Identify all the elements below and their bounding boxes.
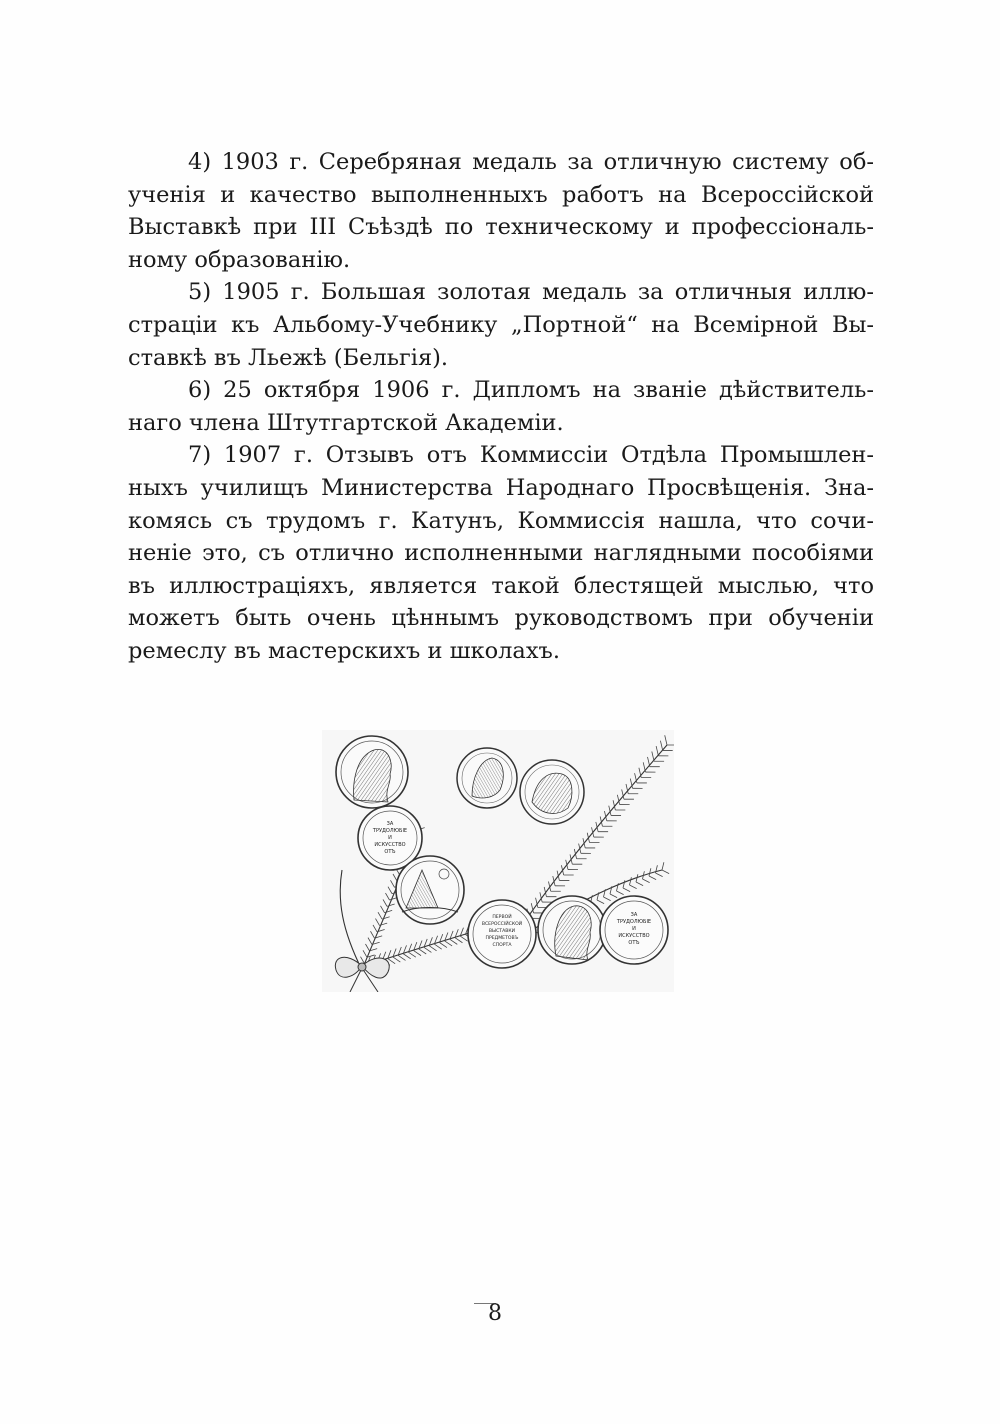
svg-text:ЗА: ЗА xyxy=(630,912,638,918)
text-line: можетъ быть очень цѣннымъ руководствомъ при обученіи xyxy=(128,605,874,632)
svg-text:СПОРТА: СПОРТА xyxy=(492,943,512,948)
svg-text:ВЫСТАВКИ: ВЫСТАВКИ xyxy=(488,929,516,934)
text-line: 7) 1907 г. Отзывъ отъ Коммиссіи Отдѣла Промышлен- xyxy=(188,442,874,469)
body-text xyxy=(128,146,874,668)
svg-text:ИСКУССТВО: ИСКУССТВО xyxy=(618,933,650,939)
medal-inscription-right xyxy=(600,896,668,964)
medal-portrait-top-left xyxy=(336,736,408,808)
text-line: ученія и качество выполненныхъ работъ на Всероссійской xyxy=(128,181,874,208)
svg-text:ОТЪ: ОТЪ xyxy=(384,849,396,855)
text-line: 6) 25 октября 1906 г. Дипломъ на званіе дѣйствитель- xyxy=(188,377,874,404)
medal-figure-top-center xyxy=(457,748,517,808)
svg-text:И: И xyxy=(388,835,392,841)
medal-allegory-top-right xyxy=(520,760,584,824)
text-line: ныхъ училищъ Министерства Народнаго Просвѣщенія. Зна- xyxy=(128,474,874,501)
svg-text:ТРУДОЛЮБІЕ: ТРУДОЛЮБІЕ xyxy=(616,919,652,925)
medals-illustration xyxy=(322,730,674,992)
paragraph-item-7 xyxy=(128,439,874,667)
medal-landscape-center xyxy=(396,856,464,924)
text-line: комясь съ трудомъ г. Катунъ, Коммиссія нашла, что сочи- xyxy=(128,507,874,534)
text-line: ставкѣ въ Льежѣ (Бельгія). xyxy=(128,344,449,371)
svg-text:ЗА: ЗА xyxy=(386,821,394,827)
svg-text:ПЕРВОЙ: ПЕРВОЙ xyxy=(492,915,512,920)
text-line: ремеслу въ мастерскихъ и школахъ. xyxy=(128,637,560,664)
paragraph-item-5 xyxy=(128,276,874,374)
svg-text:И: И xyxy=(632,926,636,932)
text-line: Выставкѣ при III Съѣздѣ по техническому и профессіональ- xyxy=(128,214,874,241)
medal-portrait-bottom-right xyxy=(538,896,606,964)
svg-text:ВСЕРОССІЙСКОЙ: ВСЕРОССІЙСКОЙ xyxy=(481,922,523,927)
text-line: неніе это, съ отлично исполненными наглядными пособіями xyxy=(128,540,874,567)
medal-inscription-bottom-center xyxy=(468,900,536,968)
paragraph-item-4 xyxy=(128,146,874,276)
text-line: наго члена Штутгартской Академіи. xyxy=(128,409,564,436)
page-number: 8 xyxy=(488,1301,502,1326)
text-line: 4) 1903 г. Серебряная медаль за отличную систему об- xyxy=(188,149,874,175)
text-line: страціи къ Альбому-Учебнику „Портной“ на Всемірной Вы- xyxy=(128,311,874,338)
text-line: въ иллюстраціяхъ, является такой блестящей мыслью, что xyxy=(128,572,874,599)
text-line: 5) 1905 г. Большая золотая медаль за отличныя иллю- xyxy=(188,279,874,306)
text-line: ному образованію. xyxy=(128,246,351,273)
svg-text:ИСКУССТВО: ИСКУССТВО xyxy=(374,842,406,848)
svg-text:ПРЕДМЕТОВЪ: ПРЕДМЕТОВЪ xyxy=(485,936,519,941)
svg-text:ОТЪ: ОТЪ xyxy=(628,940,640,946)
svg-text:ТРУДОЛЮБІЕ: ТРУДОЛЮБІЕ xyxy=(372,828,408,834)
paragraph-item-6 xyxy=(128,374,874,439)
